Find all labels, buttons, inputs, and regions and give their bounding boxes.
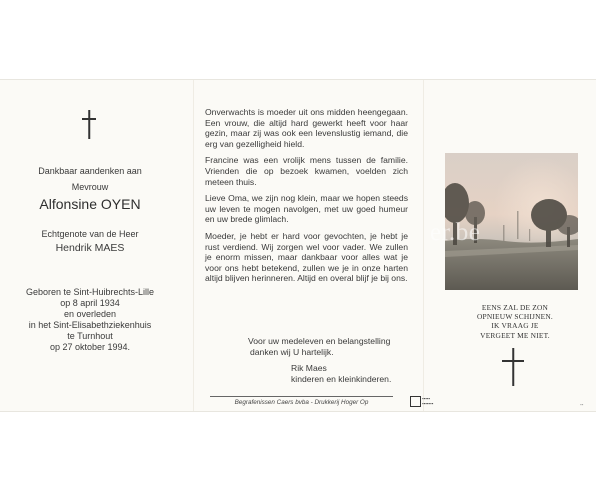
poem-line: EENS ZAL DE ZON <box>481 303 549 312</box>
paragraph: Lieve Oma, we zijn nog klein, maar we hopen steeds uw leven te mogen navolgen, met uw goed humeur en uw brede glimlach. <box>205 193 408 225</box>
poem <box>470 303 560 340</box>
thanks-line: danken wij U hartelijk. <box>250 346 334 357</box>
salutation: Mevrouw <box>71 182 109 192</box>
corner-mark: ▪▪ <box>580 402 584 407</box>
paragraph: Francine was een vrolijk mens tussen de familie. Vrienden die op bezoek kwamen, voelden zich meteen thuis. <box>205 155 408 187</box>
fold-line-right <box>423 80 424 411</box>
spouse-name: Hendrik MAES <box>55 242 125 254</box>
thanks-line: Voor uw medeleven en belangstelling <box>248 336 391 346</box>
latin-cross-icon <box>502 348 524 386</box>
family-line: kinderen en kleinkinderen. <box>291 373 392 384</box>
poem-line: IK VRAAG JE <box>491 321 539 331</box>
printer-credit: Begrafenissen Caers bvba - Drukkerij Hoger Op <box>234 399 369 406</box>
tribute-text <box>205 107 408 290</box>
city: te Turnhout <box>67 331 113 341</box>
paragraph: Onverwachts is moeder uit ons midden heengegaan. Een vrouw, die altijd hard gewerkt heeft voor haar gezin, maar zij was ook een levenslustig iemand, die erg van gezelligheid hield. <box>205 107 408 149</box>
latin-cross-icon <box>82 110 96 139</box>
watermark-text: er.be <box>430 219 481 246</box>
born-line: Geboren te Sint-Huibrechts-Lille <box>25 287 155 297</box>
thanks-note <box>248 336 428 357</box>
printer-divider <box>210 396 393 397</box>
spouse-intro: Echtgenote van de Heer <box>41 229 139 239</box>
and-died: en overleden <box>63 309 117 319</box>
fold-line-left <box>193 80 194 411</box>
deceased-name: Alfonsine OYEN <box>39 196 141 212</box>
memorial-card <box>0 79 596 412</box>
poem-line: VERGEET ME NIET. <box>480 330 550 340</box>
printer-logo-icon: ▪▪▪▪▪ ▪▪▪▪▪▪▪ <box>410 396 450 406</box>
poem-line: OPNIEUW SCHIJNEN. <box>477 312 553 322</box>
died-date: op 27 oktober 1994. <box>49 342 131 352</box>
hospital: in het Sint-Elisabethziekenhuis <box>28 320 152 330</box>
signer-name: Rik Maes <box>291 363 327 373</box>
dedication: Dankbaar aandenken aan <box>38 166 142 176</box>
born-date: op 8 april 1934 <box>60 298 120 308</box>
paragraph: Moeder, je hebt er hard voor gevochten, je hebt je rust verdiend. Wij zorgen wel voor vader. We zullen je enorm missen, maar dankbaar voor alles wat je voor ons hebt betekend, zullen we je in onze harten altijd blijven herinneren. Altijd en overal blijf je bij ons. <box>205 230 408 284</box>
signature-block <box>291 363 441 384</box>
